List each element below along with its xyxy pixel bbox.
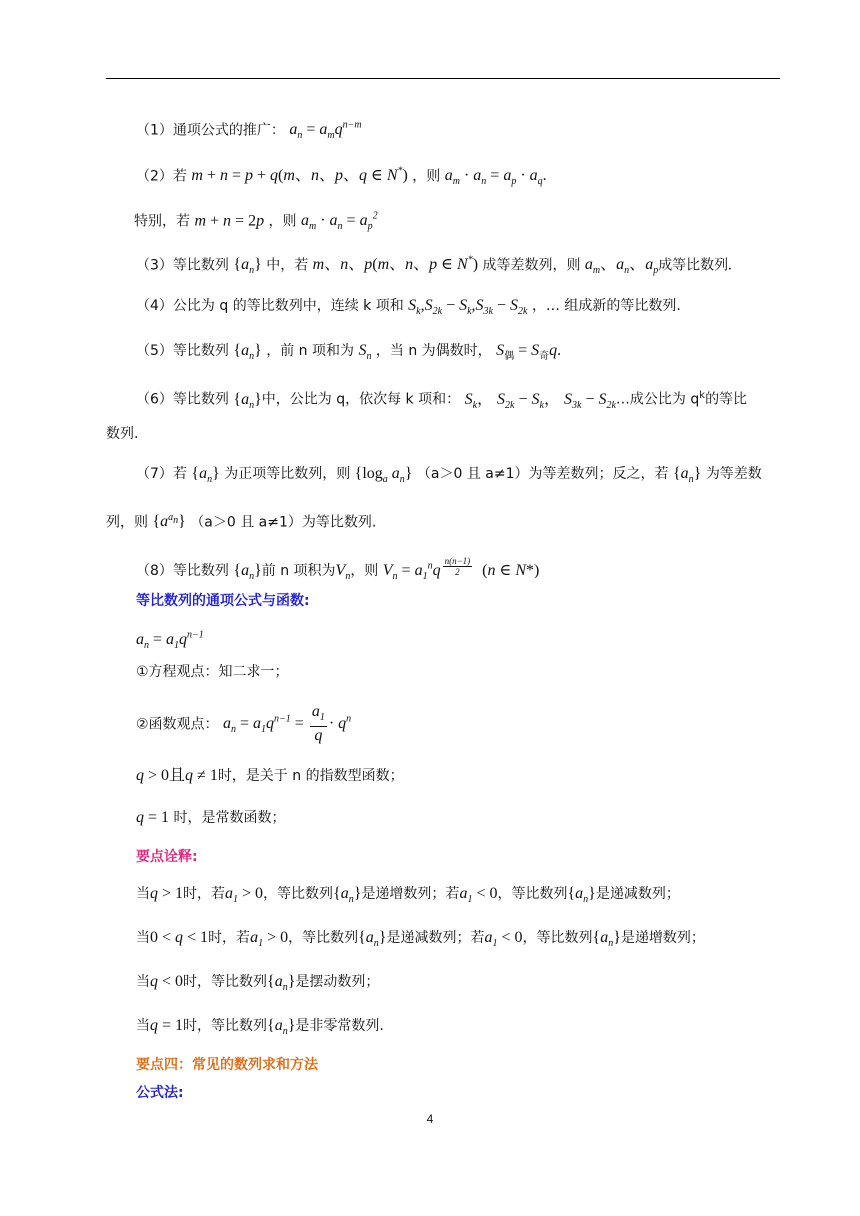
item-2-text: （2）若 [136,168,187,185]
formula-seq-an: $\{a_n\}$ [233,256,262,277]
rule-1-dec: 是递减数列； [595,886,680,902]
formula-seq-r1b: $\{a_n\}$ [567,885,596,906]
item-4 [136,296,782,322]
rule-1-if: 时，若 [183,886,226,902]
item-7-text: （7）若 [136,466,187,482]
formula-q-gt-1: q > 1 [150,885,184,902]
formula-function-view: $a_n = a_1q^{n-1}$ = $\frac{a_1}{q}$ · $q^n$ [223,703,352,745]
rule-1-seq: ，等比数列 [263,886,334,902]
formula-q-neg: q < 0 [150,973,184,990]
rule-3-when: 当 [136,974,150,990]
item-6-text: （6）等比数列 [136,391,229,408]
item-7-pos: 为正项等比数列，则 [224,466,351,482]
item-5-even: ，当 n 为偶数时， [375,343,492,359]
formula-seq-r3: $\{a_n\}$ [267,973,296,994]
item-6-each: 中，公比为 q，依次每 k 项和： [261,391,461,408]
view-equation [136,662,782,682]
formula-product-n: $V_n = a_1^nq$ $^{\frac{n(n-1)}{2}}$ (n ∈ N*) [382,556,540,583]
heading-summation-methods: 要点四：常见的数列求和方法 [136,1057,318,1073]
formula-vn: $V_n$ [335,562,351,583]
formula-a1-pos-2: $a_1 > 0$ [250,929,289,950]
formula-seq-an-7b: $\{a_n\}$ [672,465,702,486]
case-1-text: 时，是关于 n 的指数型函数； [217,768,404,784]
item-1 [136,116,782,147]
case-2-text: 时，是常数函数； [173,810,286,826]
rule-1-when: 当 [136,886,150,902]
formula-seq-r2b: $\{a_n\}$ [592,929,621,950]
item-3-geo: 成等比数列 [658,257,729,274]
formula-seq-r2: $\{a_n\}$ [358,929,387,950]
item-6-tail: 数列. [106,426,139,442]
item-7-conv: （a＞0 且 a≠1）为等差数列；反之，若 [416,466,669,482]
item-3: （3）等比数列 $\{a_n\}$ 中，若 m、n、p(m、n、p ∈ N*) 成等差数列，则 $a_m$、$a_n$、$a_p$成等比数列. [136,255,733,277]
rule-2-seq2: ，等比数列 [522,930,593,946]
formula-special-sum: m + n = 2p [194,212,265,230]
rule-1-inc: 是递增数列；若 [361,886,460,902]
formula-sn: $S_n$ [358,342,372,363]
item-8 [136,556,782,587]
item-2 [136,162,782,193]
item-7 [136,464,782,490]
item-4-tail: ，… 组成新的等比数列. [531,298,681,314]
rule-2-when: 当 [136,930,150,946]
item-7-cont [106,508,782,532]
case-exp [136,766,782,786]
item-6-geo: 的等比 [705,391,748,408]
rule-4-seq: 时，等比数列 [183,1018,268,1034]
formula-seq-an-6: $\{a_n\}$ [233,390,262,411]
formula-q-cond: q > 0且q ≠ 1 [136,767,218,784]
page-number: 4 [426,1112,434,1126]
formula-product: $a_m \cdot a_n = a_p \cdot a_q$. [444,167,547,188]
item-4-text: （4）公比为 q 的等比数列中，连续 k 项和 [136,298,404,314]
formula-k-sums: $S_k$， $S_{2k} - S_k$， $S_{3k} - S_{2k}$ [464,390,616,411]
formula-amanap: $a_m$、$a_n$、$a_p$ [584,256,659,277]
item-5 [136,341,782,367]
item-8-then: ，则 [350,563,379,580]
formula-seq-r4: $\{a_n\}$ [267,1017,296,1038]
formula-general-term: $a_n = a_mq^{n-m}$ [289,120,362,142]
formula-seq-r1: $\{a_n\}$ [333,885,362,906]
header-rule [106,78,780,79]
special-text: 特别，若 [134,213,190,230]
heading-general-term: 等比数列的通项公式与函数: [136,593,310,609]
rule-2-if: 时，若 [208,930,251,946]
item-7-tail: （a＞0 且 a≠1）为等比数列. [190,514,377,531]
item-2-then: ，则 [412,168,441,185]
item-3-if: 中，若 [266,257,309,274]
rule-3-osc: 是摆动数列； [295,974,380,990]
heading-key-points: 要点诠释: [136,849,198,865]
heading-formula-method: 公式法: [136,1085,184,1101]
rule-4 [136,1016,782,1042]
formula-an-a1: $a_n = a_1q^{n-1}$ [136,630,204,652]
item-special [134,207,782,238]
item-8-prod: 前 n 项积为 [261,563,336,580]
formula-partial-sums: $S_k,S_{2k} - S_k,S_{3k} - S_{2k}$ [408,297,528,318]
formula-even-odd: $S_偶 = S_奇q$. [496,342,562,363]
item-5-sum: ，前 n 项和为 [266,343,354,359]
formula-index-sum: m + n = p + q(m、n、p、q ∈ N*) [191,166,408,185]
formula-seq-an-7: $\{a_n\}$ [191,465,220,486]
formula-mnp: m、n、p(m、n、p ∈ N*) [312,255,479,274]
item-7-then: 列，则 [106,514,148,531]
formula-a1-neg-2: $a_1 < 0$ [484,929,523,950]
rule-3 [136,972,782,998]
view-2-text: ②函数观点： [136,716,219,733]
item-7-arith: 为等差数 [705,466,762,482]
formula-a1-neg: $a_1 < 0$ [459,885,498,906]
rule-1-seq2: ，等比数列 [497,886,568,902]
item-5-text: （5）等比数列 [136,343,229,359]
view-1-text: ①方程观点：知二求一； [136,664,289,680]
formula-seq-an-8: $\{a_n\}$ [233,562,262,583]
view-function [136,704,782,745]
rule-1 [136,884,782,910]
item-8-text: （8）等比数列 [136,563,229,580]
formula-a1-pos: $a_1 > 0$ [225,885,264,906]
formula-special-product: $a_m \cdot a_n = a_p^2$ [300,211,378,233]
item-6-cont [106,424,782,444]
formula-log: {$\log_a$ $a_n$} [354,465,413,486]
rule-2-inc: 是递增数列； [620,930,705,946]
formula-general-line [136,626,782,657]
formula-q-between: 0 < q < 1 [150,929,209,946]
rule-2-dec: 是递减数列；若 [386,930,485,946]
formula-q-eq-1: q = 1 [150,1017,184,1034]
rule-4-when: 当 [136,1018,150,1034]
formula-seq-an-5: $\{a_n\}$ [233,342,262,363]
rule-2 [136,928,782,954]
case-const [136,808,782,828]
item-6-ratio: …成公比为 q [615,391,700,408]
rule-4-const: 是非零常数列. [295,1018,384,1034]
formula-exp: $\{a^{a_n}\}$ [152,512,186,531]
formula-q-one: q = 1 [136,809,170,826]
item-3-text: （3）等比数列 [136,257,229,274]
item-1-text: （1）通项公式的推广： [136,122,285,139]
special-then: ，则 [268,213,297,230]
rule-3-seq: 时，等比数列 [183,974,268,990]
item-3-arith: 成等差数列，则 [482,257,581,274]
item-6: （6）等比数列 $\{a_n\}$中，公比为 q，依次每 k 项和： $S_k$， $S_{2k} - S_k$， $S_{3k}$ − $S_{2k}\dots$成公比为 $q^k$的等比 [136,390,748,411]
rule-2-seq: ，等比数列 [288,930,359,946]
